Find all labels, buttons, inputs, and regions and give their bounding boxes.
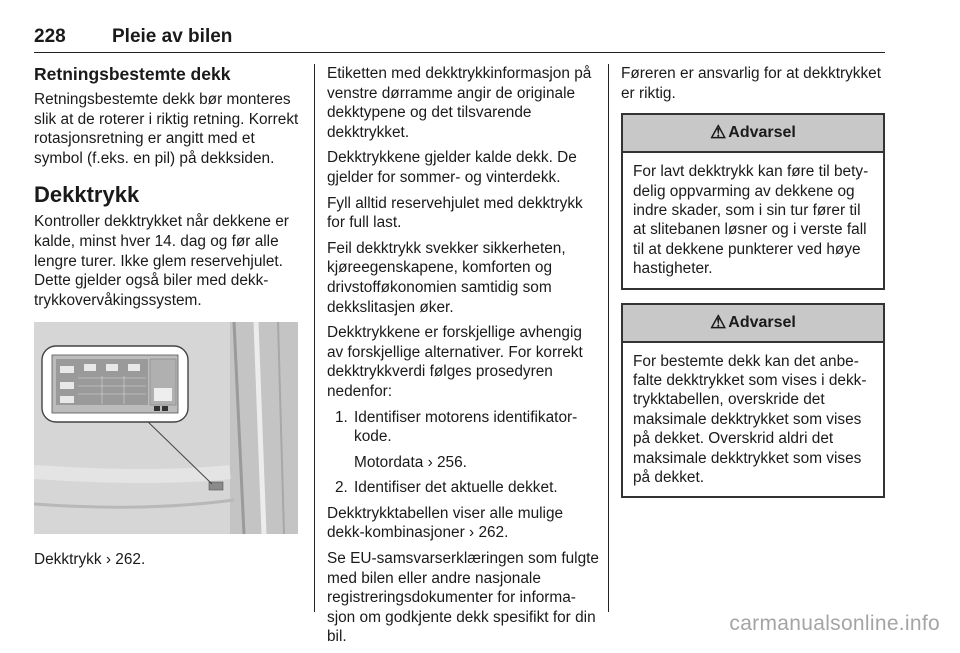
warning-header: ⚠ Advarsel [623,305,883,343]
column-divider [608,64,609,612]
paragraph: Se EU-samsvarserklæringen som fulgte med bilen eller andre nasjonale registreringsdokumenter for informasjon om godkjente dekk spesifikt for din bil. [327,550,599,646]
door-frame-illustration [34,322,298,534]
warning-body: For bestemte dekk kan det anbefalte dekktrykket som vises i dekktrykktabellen, overskride det maksimale dekktrykket som vises på dekket. Overskrid aldri det maksimale dekktrykket som vises på dekket. [633,352,867,487]
warning-body: For lavt dekktrykk kan føre til betydelig oppvarming av dekkene og indre skader, som i sin tur fører til at slitebanen løsner og i verste fall til at dekkene punkterer ved høye hastigheter. [633,163,869,278]
warning-box-2 [621,303,885,499]
chevron-right-icon: › [469,524,475,542]
paragraph-pressure: Kontroller dekktrykket når dekkene er kalde, minst hver 14. dag og før alle lengre turer. Ikke glem reservehjulet. Dette gjelder også biler med dekktrykkovervåkingssystem. [34,213,289,309]
paragraph: Dekktrykkene gjelder kalde dekk. De gjelder for sommer- og vinterdekk. [327,149,577,186]
paragraph: Fyll alltid reservehjulet med dekktrykk for full last. [327,194,583,232]
list-item-2: 2. Identifiser det aktuelle dekket. [335,479,558,497]
column-middle [327,64,599,653]
page-header [34,26,885,53]
door-label-illustration [34,322,298,534]
warning-header: ⚠ Advarsel [623,115,883,153]
figure-caption: Dekktrykk › 262. [34,551,146,569]
list-item-1: 1. Identifiser motorens identifikatorkode. [335,408,578,446]
watermark: carmanualsonline.info [729,612,940,635]
page-number: 228 [34,26,66,47]
paragraph: Dekktrykktabellen viser alle mulige dekk-kombinasjoner › 262. [327,504,564,542]
column-left [34,64,302,576]
warning-triangle-icon: ⚠ [710,122,727,143]
column-divider [314,64,315,612]
warning-triangle-icon: ⚠ [710,311,727,332]
column-right [621,64,885,511]
section-heading-directional: Retningsbestemte dekk [34,64,231,84]
paragraph: Dekktrykkene er forskjellige avhengig av forskjellige alternativer. For korrekt dekktrykkverdi følges prosedyren nedenfor: [327,324,583,400]
warning-box-1 [621,113,885,289]
paragraph: Føreren er ansvarlig for at dekktrykket er riktig. [621,65,882,102]
paragraph: Etiketten med dekktrykkinformasjon på venstre dørramme angir de originale dekktypene og det tilsvarende dekktrykket. [327,65,592,141]
section-heading-pressure: Dekktrykk [34,182,140,208]
paragraph: Feil dekktrykk svekker sikkerheten, kjøreegenskapene, komforten og drivstofføkonomien samtidig som dekkslitasjen øker. [327,239,566,316]
list-item-1-reference: Motordata › 256. [354,453,467,471]
paragraph-directional: Retningsbestemte dekk bør monteres slik at de roterer i riktig retning. Korrekt rotasjonsretning er angitt med et symbol (f.eks. en pil) på dekksiden. [34,91,299,167]
chevron-right-icon: › [427,453,433,471]
chevron-right-icon: › [105,551,111,569]
chapter-title: Pleie av bilen [112,26,233,47]
